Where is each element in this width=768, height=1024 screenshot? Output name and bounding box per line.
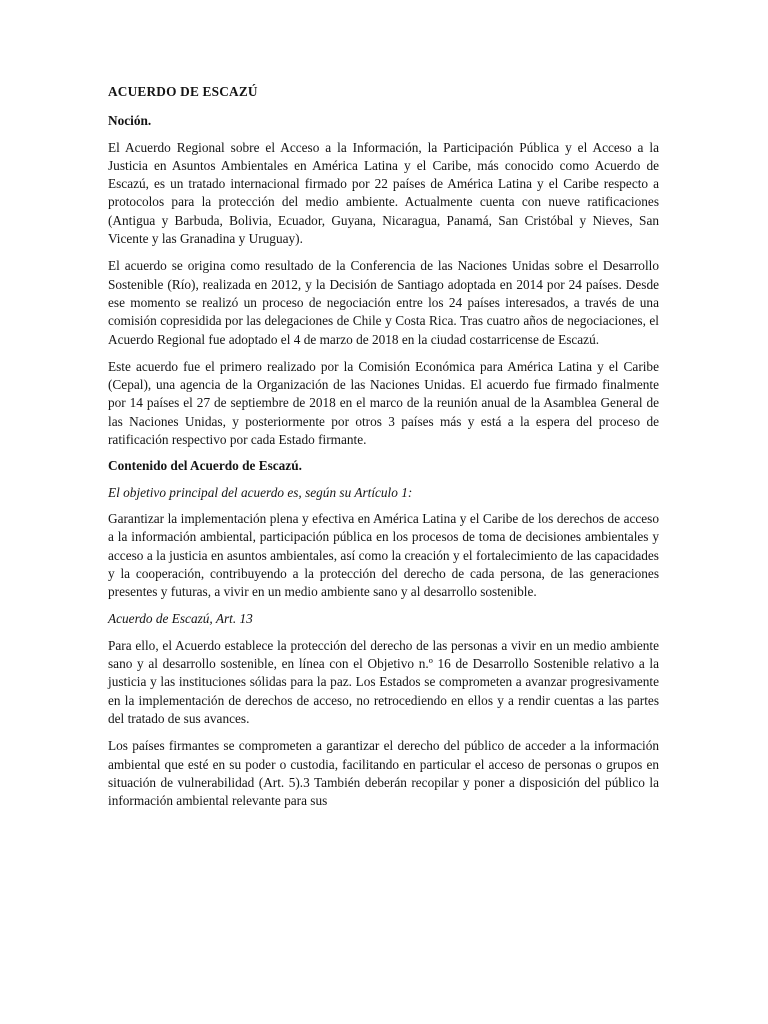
citation: Acuerdo de Escazú, Art. 13 [108,611,253,627]
section-heading-nocion: Noción. [108,113,152,129]
paragraph-protection: Para ello, el Acuerdo establece la protección del derecho de las personas a vivir en un medio ambiente sano y al desarrollo sostenible, en línea con el Objetivo n.º 16 de Desarrollo Sostenible relativo a la justicia y las instituciones sólidas para la paz. Los Estados se comprometen a avanzar progresivamente en la implementación de derechos de acceso, no retrocediendo en ellos y a rendir cuentas a las partes del tratado de sus avances. [108,637,659,726]
objective-quote: Garantizar la implementación plena y efectiva en América Latina y el Caribe de los derechos de acceso a la información ambiental, participación pública en los procesos de toma de decisiones ambientales y acceso a la justicia en asuntos ambientales, así como la creación y el fortalecimiento de las capacidades y la cooperación, contribuyendo a la protección del derecho de cada persona, de las generaciones presentes y futuras, a vivir en un medio ambiente sano y al desarrollo sostenible. [108,510,659,600]
section-heading-contenido: Contenido del Acuerdo de Escazú. [108,458,302,474]
objective-intro: El objetivo principal del acuerdo es, según su Artículo 1: [108,484,413,500]
document-title: ACUERDO DE ESCAZÚ [108,84,258,99]
paragraph-signature: Este acuerdo fue el primero realizado por la Comisión Económica para América Latina y el Caribe (Cepal), una agencia de la Organización de las Naciones Unidas. El acuerdo fue firmado finalmente por 14 países el 27 de septiembre de 2018 en el marco de la reunión anual de la Asamblea General de las Naciones Unidas, y posteriormente por otros 3 países más y está a la espera del proceso de ratificación respectivo por cada Estado firmante. [108,358,659,448]
paragraph-origin: El acuerdo se origina como resultado de la Conferencia de las Naciones Unidas sobre el Desarrollo Sostenible (Río), realizada en 2012, y la Decisión de Santiago adoptada en 2014 por 24 países. Desde ese momento se realizó un proceso de negociación entre los 24 países interesados, a través de una comisión copresidida por las delegaciones de Chile y Costa Rica. Tras cuatro años de negociaciones, el Acuerdo Regional fue adoptado el 4 de marzo de 2018 en la ciudad costarricense de Escazú. [108,258,659,347]
paragraph-access-information: Los países firmantes se comprometen a garantizar el derecho del público de acceder a la información ambiental que esté en su poder o custodia, facilitando en particular el acceso de personas o grupos en situación de vulnerabilidad (Art. 5).3 También deberán recopilar y poner a disposición del público la información ambiental relevante para sus [108,738,659,809]
paragraph-definition: El Acuerdo Regional sobre el Acceso a la Información, la Participación Pública y el Acceso a la Justicia en Asuntos Ambientales en América Latina y el Caribe, más conocido como Acuerdo de Escazú, es un tratado internacional firmado por 22 países de América Latina y el Caribe respecto a protocolos para la protección del medio ambiente. Actualmente cuenta con nueve ratificaciones (Antigua y Barbuda, Bolivia, Ecuador, Guyana, Nicaragua, Panamá, San Cristóbal y Nieves, San Vicente y las Granadina y Uruguay). [108,139,659,247]
document-page [108,83,659,819]
